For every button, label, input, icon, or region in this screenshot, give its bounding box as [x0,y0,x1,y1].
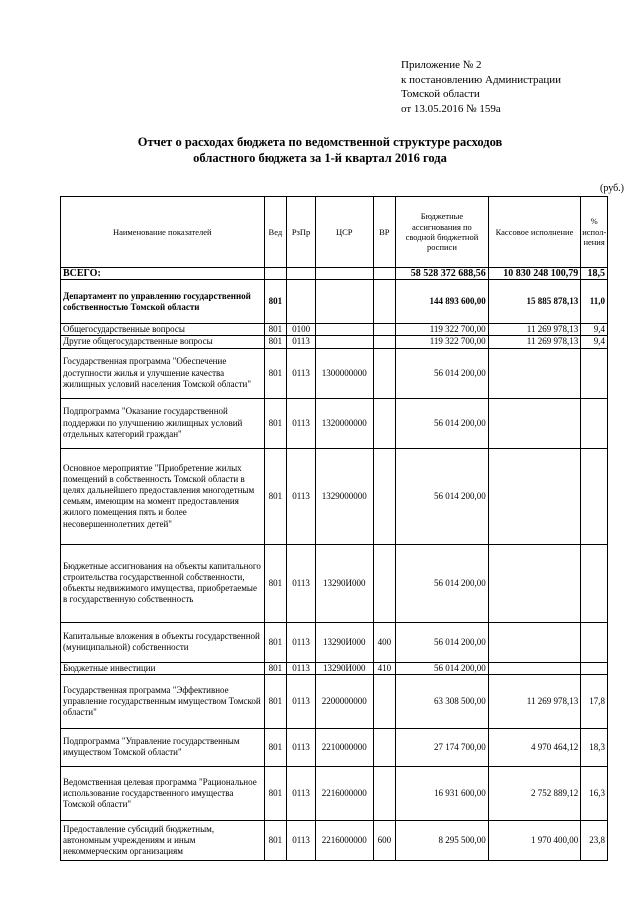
row-rzpr: 0113 [287,766,316,820]
table-row [61,280,608,324]
row-percent [581,348,608,398]
row-vr [373,398,396,448]
row-name: Государственная программа "Обеспечение доступности жилья и улучшение качества жилищных условий населения Томской области" [61,348,265,398]
row-name: Капитальные вложения в объекты государственной (муниципальной) собственности [61,622,265,662]
row-assignments: 58 528 372 688,56 [396,268,489,280]
row-percent [581,622,608,662]
row-ved: 801 [264,324,287,336]
header-vr: ВР [373,197,396,268]
row-csr: 1329000000 [315,448,373,544]
header-cash-execution: Кассовое исполнение [488,197,581,268]
table-row [61,728,608,766]
row-percent: 17,8 [581,674,608,728]
row-csr: 1320000000 [315,398,373,448]
row-vr [373,280,396,324]
row-percent [581,662,608,674]
row-vr [373,766,396,820]
row-ved: 801 [264,544,287,622]
row-rzpr: 0113 [287,544,316,622]
row-cash: 11 269 978,13 [488,336,581,348]
row-rzpr: 0113 [287,448,316,544]
row-ved: 801 [264,336,287,348]
row-vr: 410 [373,662,396,674]
row-assignments: 56 014 200,00 [396,662,489,674]
row-name: Государственная программа "Эффективное управление государственным имуществом Томской области" [61,674,265,728]
row-vr [373,448,396,544]
row-rzpr: 0113 [287,336,316,348]
table-row [61,448,608,544]
row-ved [264,268,287,280]
row-percent: 16,3 [581,766,608,820]
title-line-2: областного бюджета за 1-й квартал 2016 года [193,151,447,165]
row-cash [488,398,581,448]
row-name: Подпрограмма "Оказание государственной поддержки по улучшению жилищных условий отдельных категорий граждан" [61,398,265,448]
row-percent: 23,8 [581,820,608,860]
row-rzpr [287,268,316,280]
row-rzpr: 0113 [287,728,316,766]
row-name: Предоставление субсидий бюджетным, автономным учреждениям и иным некоммерческим организациям [61,820,265,860]
table-row [61,336,608,348]
row-cash [488,448,581,544]
row-assignments: 27 174 700,00 [396,728,489,766]
table-row-total [61,268,608,280]
row-name: Общегосударственные вопросы [61,324,265,336]
row-cash: 11 269 978,13 [488,674,581,728]
row-name: Основное мероприятие "Приобретение жилых помещений в собственность Томской области в целях дальнейшего предоставления многодетным семьям, имеющим на момент предоставления жилого помещения пять и более несовершеннолетних детей" [61,448,265,544]
row-assignments: 16 931 600,00 [396,766,489,820]
row-assignments: 119 322 700,00 [396,336,489,348]
row-vr [373,336,396,348]
row-csr: 2200000000 [315,674,373,728]
row-cash: 11 269 978,13 [488,324,581,336]
appendix-line-3: Томской области [401,88,480,101]
row-cash: 4 970 464,12 [488,728,581,766]
row-name: Бюджетные инвестиции [61,662,265,674]
row-csr: 1300000000 [315,348,373,398]
row-rzpr [287,280,316,324]
row-name: ВСЕГО: [61,268,265,280]
row-assignments: 56 014 200,00 [396,622,489,662]
row-rzpr: 0113 [287,674,316,728]
row-ved: 801 [264,766,287,820]
row-ved: 801 [264,820,287,860]
appendix-line-1: Приложение № 2 [401,59,482,71]
row-csr: 13290И000 [315,544,373,622]
row-csr: 2216000000 [315,820,373,860]
row-vr: 600 [373,820,396,860]
row-vr [373,268,396,280]
row-ved: 801 [264,448,287,544]
row-rzpr: 0113 [287,398,316,448]
row-csr [315,324,373,336]
row-cash [488,348,581,398]
row-percent: 18,5 [581,268,608,280]
row-name: Бюджетные ассигнования на объекты капитального строительства государственной собственности, объекты недвижимого имущества, приобретаемые в государственную собственность [61,544,265,622]
row-ved: 801 [264,622,287,662]
row-percent [581,398,608,448]
table-row [61,766,608,820]
row-name: Подпрограмма "Управление государственным имуществом Томской области" [61,728,265,766]
row-name: Другие общегосударственные вопросы [61,336,265,348]
row-cash: 1 970 400,00 [488,820,581,860]
row-csr [315,268,373,280]
row-rzpr: 0113 [287,348,316,398]
title-line-1: Отчет о расходах бюджета по ведомственной структуре расходов [137,135,503,149]
header-name: Наименование показателей [61,197,265,268]
currency-unit: (руб.) [600,183,624,194]
appendix-line-4: от 13.05.2016 № 159а [401,102,501,115]
row-csr [315,280,373,324]
row-csr: 2216000000 [315,766,373,820]
table-row [61,324,608,336]
table-row [61,348,608,398]
row-vr [373,674,396,728]
row-cash [488,662,581,674]
table-row [61,662,608,674]
row-rzpr: 0100 [287,324,316,336]
row-cash: 15 885 878,13 [488,280,581,324]
row-assignments: 56 014 200,00 [396,544,489,622]
row-assignments: 8 295 500,00 [396,820,489,860]
row-name: Департамент по управлению государственной собственностью Томской области [61,280,265,324]
table-row [61,820,608,860]
row-vr [373,348,396,398]
row-percent [581,544,608,622]
row-ved: 801 [264,348,287,398]
header-csr: ЦСР [315,197,373,268]
table-row [61,398,608,448]
row-vr [373,544,396,622]
row-percent: 9,4 [581,336,608,348]
appendix-block [401,58,561,116]
table-row [61,674,608,728]
row-csr: 13290И000 [315,622,373,662]
row-ved: 801 [264,674,287,728]
row-rzpr: 0113 [287,622,316,662]
row-assignments: 56 014 200,00 [396,348,489,398]
row-rzpr: 0113 [287,662,316,674]
row-assignments: 144 893 600,00 [396,280,489,324]
row-csr: 2210000000 [315,728,373,766]
row-vr [373,728,396,766]
row-cash [488,544,581,622]
row-percent [581,448,608,544]
row-name: Ведомственная целевая программа "Рациональное использование государственного имущества Томской области" [61,766,265,820]
row-csr: 13290И000 [315,662,373,674]
row-ved: 801 [264,662,287,674]
table-row [61,544,608,622]
appendix-line-2: к постановлению Администрации [401,73,562,86]
row-ved: 801 [264,398,287,448]
row-vr: 400 [373,622,396,662]
row-ved: 801 [264,728,287,766]
budget-table [60,196,608,861]
row-cash: 10 830 248 100,79 [488,268,581,280]
header-ved: Вед [264,197,287,268]
header-assignments: Бюджетные ассигнования по сводной бюджетной росписи [396,197,489,268]
table-header-row [61,197,608,268]
row-cash [488,622,581,662]
row-assignments: 56 014 200,00 [396,398,489,448]
header-rzpr: РзПр [287,197,316,268]
row-rzpr: 0113 [287,820,316,860]
row-vr [373,324,396,336]
row-ved: 801 [264,280,287,324]
row-percent: 11,0 [581,280,608,324]
header-percent: % испол-нения [581,197,608,268]
row-cash: 2 752 889,12 [488,766,581,820]
row-assignments: 119 322 700,00 [396,324,489,336]
table-row [61,622,608,662]
row-csr [315,336,373,348]
report-title [0,134,640,166]
row-assignments: 63 308 500,00 [396,674,489,728]
row-percent: 18,3 [581,728,608,766]
row-percent: 9,4 [581,324,608,336]
row-assignments: 56 014 200,00 [396,448,489,544]
